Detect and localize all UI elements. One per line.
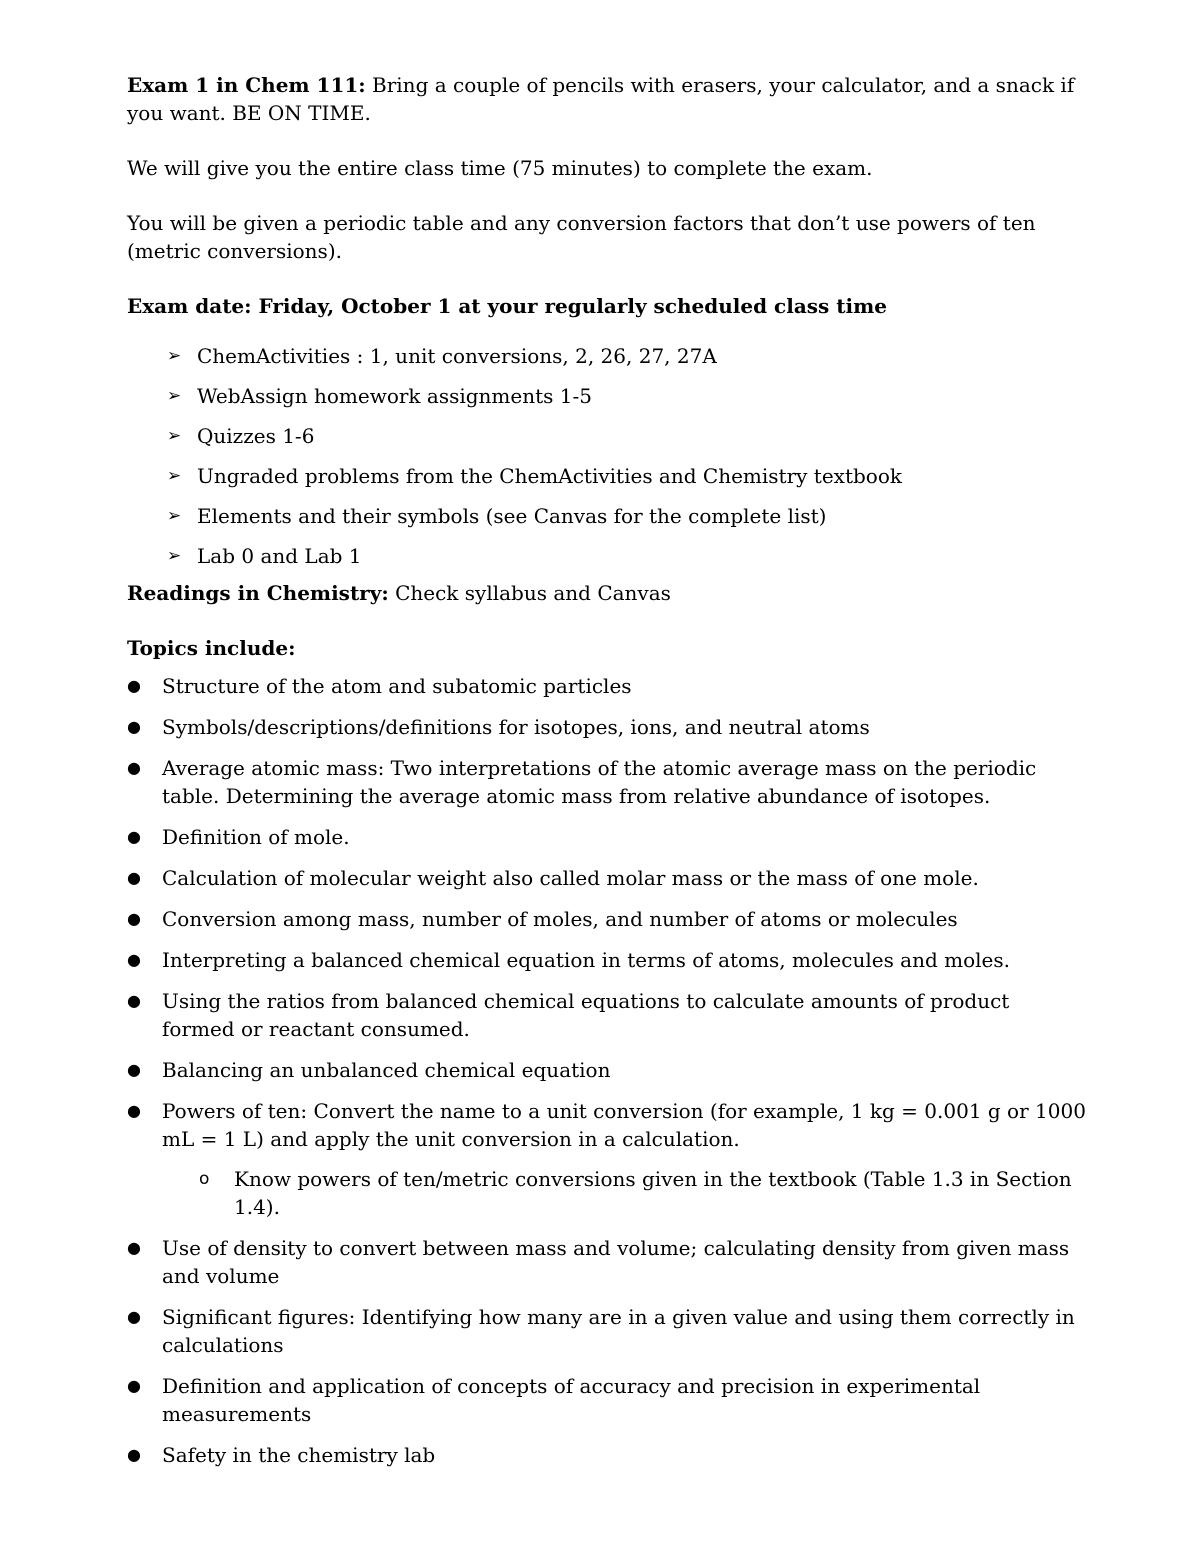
list-item-text: Interpreting a balanced chemical equation in terms of atoms, molecules and moles. [162, 948, 1011, 972]
bullet-icon: ● [127, 1060, 141, 1079]
list-item [127, 905, 1087, 933]
list-item [127, 1372, 1087, 1428]
list-item [127, 422, 1087, 450]
list-item [127, 502, 1087, 530]
bullet-icon: ● [127, 991, 141, 1010]
list-item-text: ChemActivities : 1, unit conversions, 2, 26, 27, 27A [197, 344, 717, 368]
bullet-icon: ● [127, 1238, 141, 1257]
bullet-icon: ● [127, 717, 141, 736]
bullet-icon: ● [127, 1101, 141, 1120]
list-item-text: Definition and application of concepts of accuracy and precision in experimental measurements [162, 1374, 981, 1426]
list-item [127, 1097, 1087, 1221]
exam-date-text: Exam date: Friday, October 1 at your regularly scheduled class time [127, 294, 887, 318]
readings-text: Check syllabus and Canvas [395, 581, 671, 605]
topics-list [127, 672, 1087, 1469]
list-item [127, 1234, 1087, 1290]
list-item [127, 754, 1087, 810]
sub-list-item [162, 1165, 1087, 1221]
list-item [127, 864, 1087, 892]
bullet-icon: ● [127, 1307, 141, 1326]
arrow-bullet-icon: ➢ [167, 426, 182, 446]
list-item [127, 462, 1087, 490]
arrow-bullet-icon: ➢ [167, 346, 182, 366]
list-item-text: Safety in the chemistry lab [162, 1443, 436, 1467]
intro-text: Bring a couple of pencils with erasers, your calculator, and a snack if you want. BE ON TIME. [127, 73, 1075, 125]
class-time-paragraph: We will give you the entire class time (75 minutes) to complete the exam. [127, 156, 873, 180]
list-item [127, 823, 1087, 851]
bullet-icon: ● [127, 827, 141, 846]
bullet-icon: ● [127, 758, 141, 777]
list-item-text: Significant figures: Identifying how many are in a given value and using them correctly in calculations [162, 1305, 1075, 1357]
topics-heading [127, 634, 1087, 662]
bullet-icon: ● [127, 950, 141, 969]
intro-label: Exam 1 in Chem 111: [127, 73, 366, 97]
bullet-icon: ● [127, 1445, 141, 1464]
list-item-text: Quizzes 1-6 [197, 424, 315, 448]
arrow-bullet-icon: ➢ [167, 386, 182, 406]
bullet-icon: ● [127, 1376, 141, 1395]
sub-list-item-text: Know powers of ten/metric conversions given in the textbook (Table 1.3 in Section 1.4). [234, 1167, 1072, 1219]
list-item [127, 342, 1087, 370]
list-item-text: Balancing an unbalanced chemical equation [162, 1058, 611, 1082]
list-item-text: Elements and their symbols (see Canvas for the complete list) [197, 504, 827, 528]
list-item-text: Structure of the atom and subatomic particles [162, 674, 632, 698]
list-item-text: Average atomic mass: Two interpretations of the atomic average mass on the periodic table. Determining the average atomic mass from relative abundance of isotopes. [162, 756, 1037, 808]
list-item-text: Definition of mole. [162, 825, 350, 849]
arrow-bullet-icon: ➢ [167, 466, 182, 486]
bullet-icon: ● [127, 868, 141, 887]
arrow-bullet-icon: ➢ [167, 506, 182, 526]
list-item [127, 946, 1087, 974]
list-item [127, 1056, 1087, 1084]
exam-items-list [127, 342, 1087, 570]
readings-paragraph [127, 579, 1087, 607]
list-item [127, 382, 1087, 410]
list-item [127, 1303, 1087, 1359]
exam-date-heading [127, 292, 1087, 320]
topics-heading-text: Topics include: [127, 636, 296, 660]
list-item [127, 987, 1087, 1043]
circle-bullet-icon: o [199, 1169, 210, 1189]
list-item-text: Use of density to convert between mass and volume; calculating density from given mass and volume [162, 1236, 1070, 1288]
list-item-text: Ungraded problems from the ChemActivities and Chemistry textbook [197, 464, 902, 488]
list-item [127, 1441, 1087, 1469]
list-item-text: WebAssign homework assignments 1-5 [197, 384, 592, 408]
bullet-icon: ● [127, 909, 141, 928]
intro-paragraph [127, 71, 1087, 127]
list-item-text: Lab 0 and Lab 1 [197, 544, 362, 568]
list-item [127, 542, 1087, 570]
arrow-bullet-icon: ➢ [167, 546, 182, 566]
provided-materials-paragraph: You will be given a periodic table and any conversion factors that don’t use powers of ten (metric conversions). [127, 211, 1036, 263]
list-item-text: Symbols/descriptions/definitions for isotopes, ions, and neutral atoms [162, 715, 870, 739]
readings-label: Readings in Chemistry: [127, 581, 389, 605]
powers-subtopic-list [162, 1165, 1087, 1221]
list-item-text: Conversion among mass, number of moles, and number of atoms or molecules [162, 907, 958, 931]
list-item [127, 713, 1087, 741]
bullet-icon: ● [127, 676, 141, 695]
list-item [127, 672, 1087, 700]
document-page [127, 71, 1087, 1482]
list-item-text: Powers of ten: Convert the name to a unit conversion (for example, 1 kg = 0.001 g or 1000 mL = 1 L) and apply the unit conversion in a calculation. [162, 1099, 1086, 1151]
list-item-text: Calculation of molecular weight also called molar mass or the mass of one mole. [162, 866, 979, 890]
list-item-text: Using the ratios from balanced chemical equations to calculate amounts of product formed or reactant consumed. [162, 989, 1010, 1041]
